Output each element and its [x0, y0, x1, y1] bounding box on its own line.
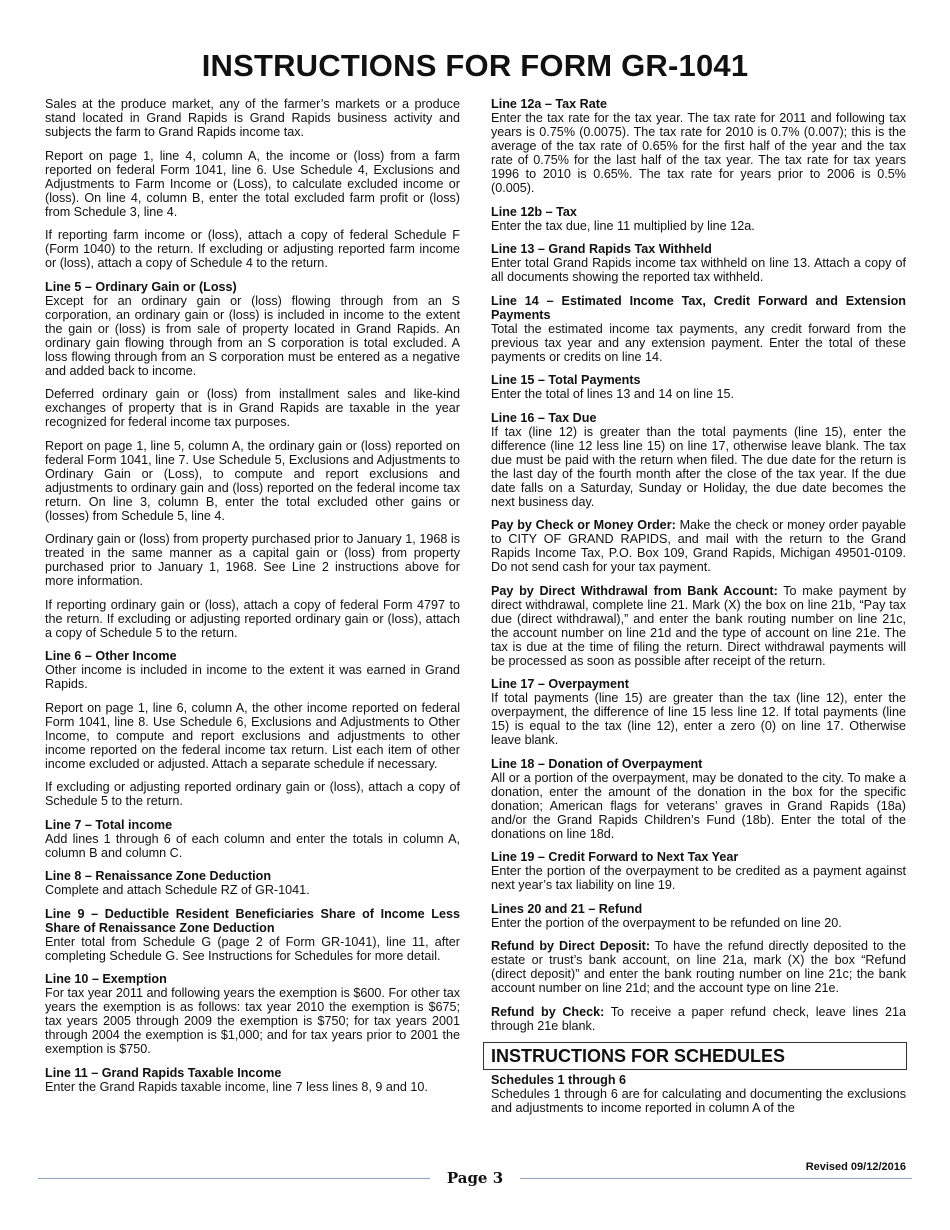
section-line-14	[491, 294, 906, 364]
section-line-16	[491, 411, 906, 509]
heading-line-18: Line 18 – Donation of Overpayment	[491, 756, 703, 771]
heading-line-14: Line 14 – Estimated Income Tax, Credit Forward and Extension Payments	[491, 293, 906, 322]
section-line-13	[491, 242, 906, 284]
pay-by-check-label: Pay by Check or Money Order:	[491, 518, 676, 532]
pay-by-check-text: Make the check or money order payable to CITY OF GRAND RAPIDS, and mail with the return to the Grand Rapids Income Tax, P.O. Box 109, Grand Rapids, Michigan 49501-0109. Do not send cash for your tax payment.	[491, 518, 906, 574]
pay-by-withdrawal-label: Pay by Direct Withdrawal from Bank Account:	[491, 583, 778, 598]
text-line-11: Enter the Grand Rapids taxable income, line 7 less lines 8, 9 and 10.	[45, 1079, 428, 1094]
heading-line-19: Line 19 – Credit Forward to Next Tax Year	[491, 850, 739, 864]
refund-direct-deposit-label: Refund by Direct Deposit:	[491, 939, 651, 953]
heading-line-16: Line 16 – Tax Due	[491, 410, 597, 425]
paragraph-ordinary-gain-attach: If reporting ordinary gain or (loss), attach a copy of federal Form 4797 to the return. If excluding or adjusting reported ordinary gain or (loss), attach a copy of Schedule 5 to the return.	[45, 597, 460, 640]
paragraph-farm-income-report: Report on page 1, line 4, column A, the income or (loss) from a farm reported on federal Form 1041, line 6. Use Schedule 4, Exclusions and Adjustments to Farm Income or (Loss), to calculate excluded income or (loss). On line 4, column B, enter the total excluded farm profit or (loss) from Schedule 3, line 4.	[45, 148, 460, 219]
schedules-section-header: INSTRUCTIONS FOR SCHEDULES	[483, 1042, 907, 1070]
section-line-19	[491, 850, 906, 892]
heading-line-12b: Line 12b – Tax	[491, 204, 577, 219]
section-line-17	[491, 677, 906, 747]
text-line-6: Other income is included in income to the extent it was earned in Grand Rapids.	[45, 663, 460, 691]
heading-line-10: Line 10 – Exemption	[45, 972, 167, 986]
section-line-7	[45, 818, 460, 860]
paragraph-pre-1968-property: Ordinary gain or (loss) from property purchased prior to January 1, 1968 is treated in the same manner as a capital gain or (loss) from property purchased prior to January 1, 1968. See Line 2 instructions above for more information.	[45, 532, 460, 588]
paragraph-other-income-report: Report on page 1, line 6, column A, the other income reported on federal Form 1041, line 8. Use Schedule 6, Exclusions and Adjustments to Other Income, to compute and report exclusions and adjustments to other income reported on the federal income tax return. List each item of other income excluded or adjusted. Attach a separate schedule if necessary.	[45, 700, 460, 771]
text-line-8: Complete and attach Schedule RZ of GR-1041.	[45, 883, 310, 897]
section-line-5	[45, 280, 460, 378]
heading-line-7: Line 7 – Total income	[45, 817, 173, 832]
paragraph-pay-by-check	[491, 518, 906, 574]
section-line-12a	[491, 97, 906, 195]
heading-line-5: Line 5 – Ordinary Gain or (Loss)	[45, 279, 237, 294]
heading-line-12a: Line 12a – Tax Rate	[491, 97, 607, 111]
heading-line-11: Line 11 – Grand Rapids Taxable Income	[45, 1065, 282, 1080]
text-schedules-1-6: Schedules 1 through 6 are for calculating and documenting the exclusions and adjustments to income reported in column A of the	[491, 1087, 906, 1115]
paragraph-produce-market: Sales at the produce market, any of the farmer’s markets or a produce stand located in Grand Rapids is Grand Rapids business activity and subjects the farm to Grand Rapids income tax.	[45, 97, 460, 139]
refund-by-check-label: Refund by Check:	[491, 1004, 605, 1019]
text-line-7: Add lines 1 through 6 of each column and enter the totals in column A, column B and column C.	[45, 831, 460, 860]
refund-by-check-text: To receive a paper refund check, leave lines 21a through 21e blank.	[491, 1004, 906, 1033]
heading-line-8: Line 8 – Renaissance Zone Deduction	[45, 869, 272, 883]
heading-schedules-1-6: Schedules 1 through 6	[491, 1073, 627, 1087]
heading-line-17: Line 17 – Overpayment	[491, 677, 629, 691]
paragraph-refund-by-check	[491, 1005, 906, 1033]
paragraph-refund-direct-deposit	[491, 939, 906, 995]
paragraph-other-income-attach: If excluding or adjusting reported ordinary gain or (loss), attach a copy of Schedule 5 to the return.	[45, 780, 460, 808]
left-column	[45, 97, 460, 1103]
text-line-10: For tax year 2011 and following years the exemption is $600. For other tax years the exemption is as follows: tax year 2010 the exemption is $675; tax years 2005 through 2009 the exemption is $750; for tax years 2001 through 2004 the exemption is $1,000; and for tax years prior to 2001 the exemption is $750.	[45, 986, 460, 1056]
text-lines-20-21: Enter the portion of the overpayment to be refunded on line 20.	[491, 915, 842, 930]
section-line-10	[45, 972, 460, 1056]
section-line-8	[45, 869, 460, 897]
section-line-12b	[491, 205, 906, 233]
text-line-12a: Enter the tax rate for the tax year. The tax rate for 2011 and following tax years is 0.75% (0.0075). The tax rate for 2010 is 0.7% (0.007); this is the average of the tax rate of 0.65% for the first half of the year and the tax rate of 0.75% for the last half of the tax year. The tax rate for tax years 1996 to 2010 is 0.65%. The tax rate for years prior to 2006 is 0.5% (0.005).	[491, 111, 906, 195]
paragraph-ordinary-gain-report: Report on page 1, line 5, column A, the ordinary gain or (loss) reported on federal Form 1041, line 7. Use Schedule 5, Exclusions and Adjustments to Ordinary Gain or (Loss), to compute and report exclusions and adjustments to ordinary gain and (loss) reported on the federal income tax return. On line 3, column B, enter the total excluded other gains or (losses) from Schedule 5, line 4.	[45, 438, 460, 523]
text-line-14: Total the estimated income tax payments, any credit forward from the previous tax year and any extension payment. Enter the total of these payments or credits on line 14.	[491, 321, 906, 364]
paragraph-pay-by-withdrawal	[491, 584, 906, 668]
section-line-15	[491, 373, 906, 401]
paragraph-farm-income-attach: If reporting farm income or (loss), attach a copy of federal Schedule F (Form 1040) to the return. If excluding or adjusting reported farm income or (loss), attach a copy of Schedule 4 to the return.	[45, 228, 460, 270]
text-line-13: Enter total Grand Rapids income tax withheld on line 13. Attach a copy of all documents showing the reported tax withheld.	[491, 256, 906, 284]
text-line-12b: Enter the tax due, line 11 multiplied by line 12a.	[491, 218, 755, 233]
section-lines-20-21	[491, 902, 906, 930]
pay-by-withdrawal-text: To make payment by direct withdrawal, complete line 21. Mark (X) the box on line 21b, “Pay tax due (direct withdrawal),” and enter the bank routing number on line 21c, the account number on line 21d and the type of account on line 21e. The tax is due at the time of filing the return. Direct withdrawal payments will be processed as soon as possible after receipt of the return.	[491, 583, 906, 668]
text-line-18: All or a portion of the overpayment, may be donated to the city. To make a donation, enter the amount of the donation in the box for the specific donation; American flags for veterans’ graves in Grand Rapids (18a) and/or the Grand Rapids Children’s Fund (18b). Enter the total of the donations on line 18d.	[491, 770, 906, 841]
heading-lines-20-21: Lines 20 and 21 – Refund	[491, 901, 643, 916]
text-line-19: Enter the portion of the overpayment to be credited as a payment against next year’s tax liability on line 19.	[491, 864, 906, 892]
right-column	[491, 97, 906, 1125]
heading-line-9: Line 9 – Deductible Resident Beneficiaries Share of Income Less Share of Renaissance Zone Deduction	[45, 906, 460, 935]
section-schedules-1-6	[491, 1073, 906, 1115]
page-title: INSTRUCTIONS FOR FORM GR-1041	[201, 48, 749, 83]
text-line-16: If tax (line 12) is greater than the total payments (line 15), enter the difference (line 12 less line 15) on line 17, otherwise leave blank. The tax due must be paid with the return when filed. The due date for the return is the last day of the fourth month after the close of the tax year. If the due date falls on a Saturday, Sunday or Holiday, the due date becomes the next business day.	[491, 424, 906, 509]
paragraph-deferred-gain: Deferred ordinary gain or (loss) from installment sales and like-kind exchanges of property that is in Grand Rapids are taxable in the year recognized for federal income tax purposes.	[45, 387, 460, 429]
section-line-6	[45, 649, 460, 691]
heading-line-15: Line 15 – Total Payments	[491, 373, 641, 387]
revised-date: Revised 09/12/2016	[805, 1161, 906, 1173]
heading-line-6: Line 6 – Other Income	[45, 649, 177, 663]
text-line-9: Enter total from Schedule G (page 2 of Form GR-1041), line 11, after completing Schedule G. See Instructions for Schedules for more detail.	[45, 934, 460, 963]
page-number: Page 3	[446, 1169, 504, 1187]
text-line-15: Enter the total of lines 13 and 14 on line 15.	[491, 387, 734, 401]
refund-direct-deposit-text: To have the refund directly deposited to the estate or trust’s bank account, on line 21a, mark (X) the box “Refund (direct deposit)” and enter the bank routing number on line 21c; the bank account number on line 21d; and the account type on line 21e.	[491, 939, 907, 995]
text-line-5: Except for an ordinary gain or (loss) flowing through from an S corporation, an ordinary gain or (loss) is included in income to the extent the gain or (loss) is from sale of property located in Grand Rapids. An ordinary gain flowing through from an S corporation is total excluded. A loss flowing through from an S corporation must be entered as a negative and added back to income.	[45, 293, 460, 378]
heading-line-13: Line 13 – Grand Rapids Tax Withheld	[491, 242, 712, 256]
section-line-11	[45, 1066, 460, 1094]
section-line-18	[491, 757, 906, 841]
text-line-17: If total payments (line 15) are greater than the tax (line 12), enter the overpayment, the difference of line 15 less line 12. If total payments (line 15) is equal to the tax (line 12), enter a zero (0) on line 17. Otherwise leave blank.	[491, 691, 906, 747]
section-line-9	[45, 907, 460, 963]
